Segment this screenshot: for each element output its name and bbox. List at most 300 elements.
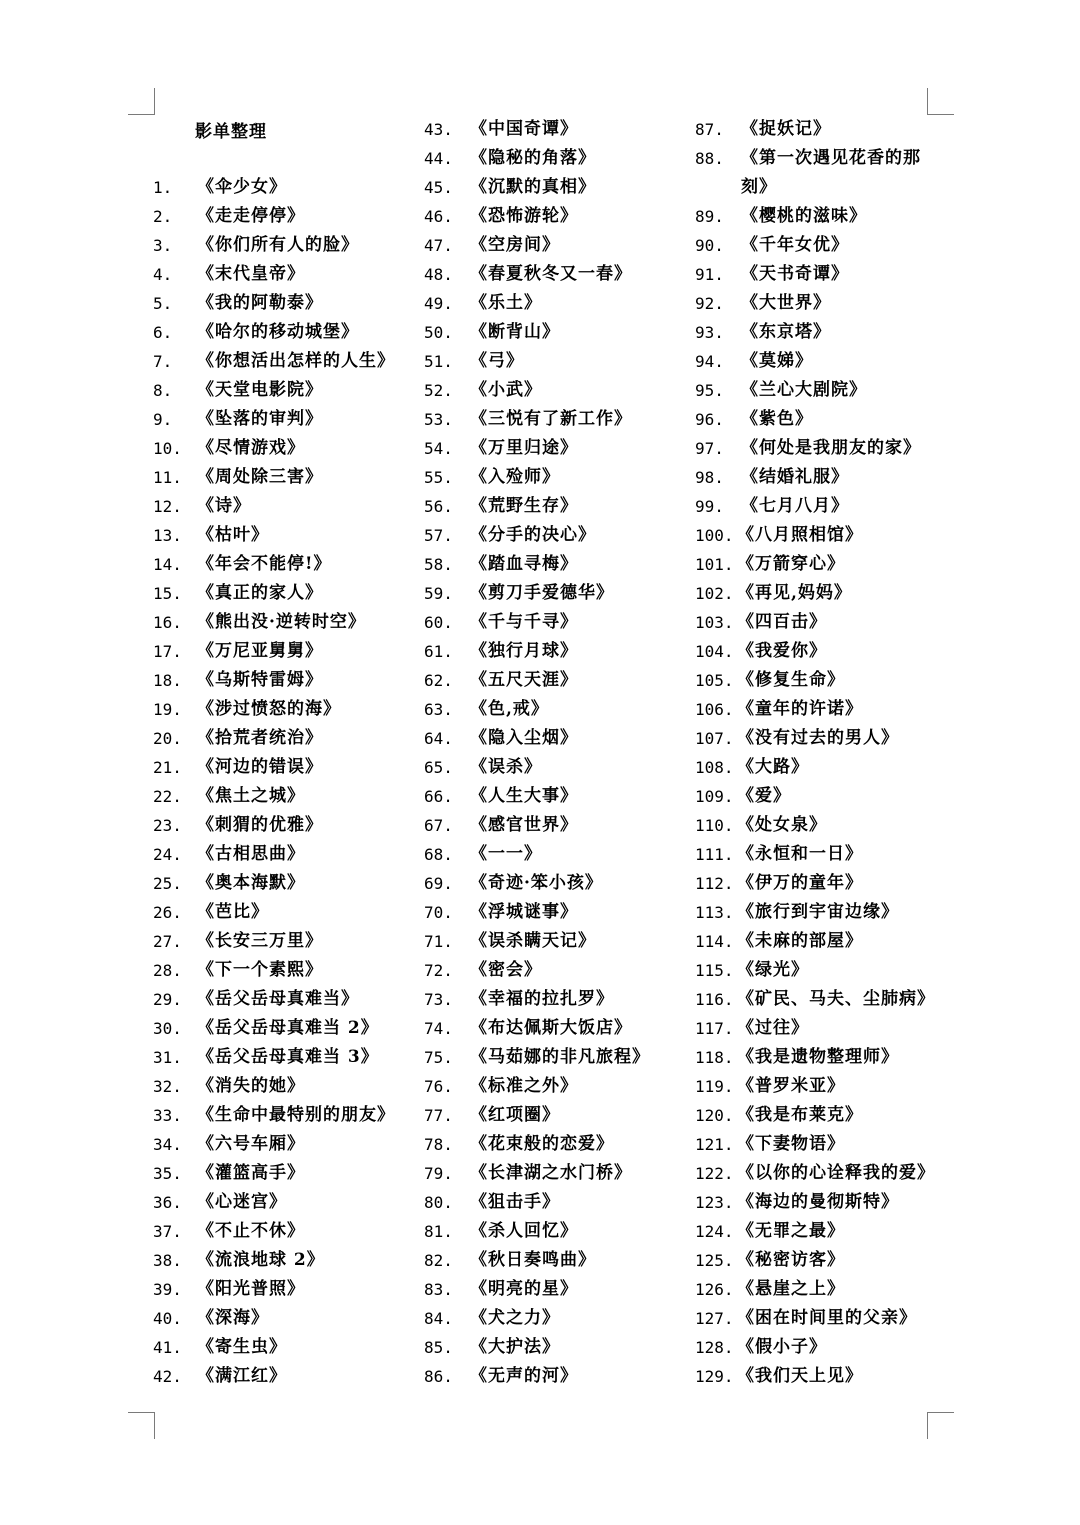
list-item-number: 121. bbox=[695, 1135, 734, 1154]
list-item bbox=[424, 579, 650, 608]
list-item bbox=[153, 434, 395, 463]
list-item bbox=[695, 434, 935, 463]
list-item-number: 113. bbox=[695, 903, 734, 922]
list-item bbox=[153, 1101, 395, 1130]
list-item bbox=[695, 724, 935, 753]
list-item bbox=[153, 521, 395, 550]
list-item-number: 120. bbox=[695, 1106, 734, 1125]
list-item bbox=[424, 260, 650, 289]
list-item bbox=[424, 695, 650, 724]
list-item-title: 《爱》 bbox=[737, 786, 791, 806]
list-item bbox=[153, 347, 395, 376]
list-item-number: 102. bbox=[695, 584, 734, 603]
list-item-number: 51. bbox=[424, 352, 453, 371]
list-item-title: 《年会不能停!》 bbox=[197, 554, 332, 574]
list-item-title: 《下妻物语》 bbox=[737, 1134, 845, 1154]
list-item-number: 24. bbox=[153, 845, 182, 864]
list-item-title: 《六号车厢》 bbox=[197, 1134, 305, 1154]
list-item-number: 77. bbox=[424, 1106, 453, 1125]
list-item-number: 28. bbox=[153, 961, 182, 980]
list-item-number: 101. bbox=[695, 555, 734, 574]
list-item-title: 《再见,妈妈》 bbox=[737, 583, 852, 603]
list-item bbox=[424, 1101, 650, 1130]
list-item-title: 《剪刀手爱德华》 bbox=[470, 583, 614, 603]
list-item-title: 《以你的心诠释我的爱》 bbox=[737, 1163, 935, 1183]
list-item bbox=[153, 1246, 395, 1275]
list-item bbox=[153, 1014, 395, 1043]
list-item-title: 《长津湖之水门桥》 bbox=[470, 1163, 632, 1183]
list-item-number: 80. bbox=[424, 1193, 453, 1212]
list-item-title: 《普罗米亚》 bbox=[737, 1076, 845, 1096]
list-item bbox=[424, 1014, 650, 1043]
list-item-title: 《真正的家人》 bbox=[197, 583, 323, 603]
list-item-number: 17. bbox=[153, 642, 182, 661]
list-item-title: 《流浪地球 2》 bbox=[197, 1250, 325, 1270]
list-item bbox=[695, 318, 935, 347]
list-item-number: 54. bbox=[424, 439, 453, 458]
list-item-number: 114. bbox=[695, 932, 734, 951]
list-item bbox=[153, 637, 395, 666]
list-item-number: 110. bbox=[695, 816, 734, 835]
list-item-title: 《生命中最特别的朋友》 bbox=[197, 1105, 395, 1125]
crop-mark-top-left bbox=[128, 88, 155, 115]
list-item-number: 97. bbox=[695, 439, 724, 458]
list-item bbox=[695, 666, 935, 695]
list-item bbox=[695, 260, 935, 289]
list-item-number: 111. bbox=[695, 845, 734, 864]
list-item bbox=[424, 1333, 650, 1362]
list-item-title: 《东京塔》 bbox=[741, 322, 831, 342]
list-item-number: 14. bbox=[153, 555, 182, 574]
list-item bbox=[153, 956, 395, 985]
list-item bbox=[424, 724, 650, 753]
list-item-number: 109. bbox=[695, 787, 734, 806]
list-item-title: 《感官世界》 bbox=[470, 815, 578, 835]
list-item bbox=[695, 608, 935, 637]
list-item-number: 76. bbox=[424, 1077, 453, 1096]
list-item bbox=[424, 753, 650, 782]
list-item-number: 55. bbox=[424, 468, 453, 487]
list-item-title: 《幸福的拉扎罗》 bbox=[470, 989, 614, 1009]
list-item-title: 《矿民、马夫、尘肺病》 bbox=[737, 989, 935, 1009]
list-item-number: 12. bbox=[153, 497, 182, 516]
list-item bbox=[424, 637, 650, 666]
list-item-title: 《我爱你》 bbox=[737, 641, 827, 661]
list-item-number: 93. bbox=[695, 323, 724, 342]
list-item bbox=[153, 869, 395, 898]
list-item-title: 《何处是我朋友的家》 bbox=[741, 438, 921, 458]
list-item bbox=[695, 550, 935, 579]
list-item bbox=[153, 318, 395, 347]
list-item-number: 106. bbox=[695, 700, 734, 719]
list-item-number: 8. bbox=[153, 381, 173, 400]
list-item bbox=[424, 1130, 650, 1159]
list-item bbox=[153, 173, 395, 202]
crop-mark-bottom-left bbox=[128, 1412, 155, 1439]
list-item bbox=[153, 405, 395, 434]
list-item bbox=[424, 289, 650, 318]
list-item-title: 《我是布莱克》 bbox=[737, 1105, 863, 1125]
list-item-number: 124. bbox=[695, 1222, 734, 1241]
list-item-title: 《伞少女》 bbox=[197, 177, 287, 197]
list-item-title: 《灌篮高手》 bbox=[197, 1163, 305, 1183]
list-item bbox=[695, 898, 935, 927]
list-item-number: 78. bbox=[424, 1135, 453, 1154]
list-item-number: 39. bbox=[153, 1280, 182, 1299]
list-item bbox=[695, 840, 935, 869]
list-item-title: 《色,戒》 bbox=[470, 699, 549, 719]
list-item-number: 49. bbox=[424, 294, 453, 313]
list-item bbox=[695, 782, 935, 811]
list-item-title: 《天书奇谭》 bbox=[741, 264, 849, 284]
list-item-title: 《心迷宫》 bbox=[197, 1192, 287, 1212]
list-item-title: 《焦土之城》 bbox=[197, 786, 305, 806]
list-item-title: 《四百击》 bbox=[737, 612, 827, 632]
list-item bbox=[424, 347, 650, 376]
list-item-number: 64. bbox=[424, 729, 453, 748]
list-item bbox=[153, 724, 395, 753]
list-item bbox=[695, 753, 935, 782]
list-item bbox=[153, 260, 395, 289]
list-item-title: 《满江红》 bbox=[197, 1366, 287, 1386]
list-item-title: 《不止不休》 bbox=[197, 1221, 305, 1241]
list-item-number: 117. bbox=[695, 1019, 734, 1038]
list-item-number: 42. bbox=[153, 1367, 182, 1386]
list-item-title: 《无罪之最》 bbox=[737, 1221, 845, 1241]
list-item-number: 60. bbox=[424, 613, 453, 632]
list-item-title: 《岳父岳母真难当》 bbox=[197, 989, 359, 1009]
list-item-number: 71. bbox=[424, 932, 453, 951]
list-item-title: 《断背山》 bbox=[470, 322, 560, 342]
list-item-number: 61. bbox=[424, 642, 453, 661]
list-item-title: 《五尺天涯》 bbox=[470, 670, 578, 690]
list-item-number: 19. bbox=[153, 700, 182, 719]
list-item-title: 《你们所有人的脸》 bbox=[197, 235, 359, 255]
list-item-number: 10. bbox=[153, 439, 182, 458]
list-item bbox=[424, 231, 650, 260]
list-item-number: 115. bbox=[695, 961, 734, 980]
list-item-title: 《绿光》 bbox=[737, 960, 809, 980]
list-item bbox=[695, 1072, 935, 1101]
list-item bbox=[424, 1043, 650, 1072]
list-item-number: 126. bbox=[695, 1280, 734, 1299]
list-item-title: 《捉妖记》 bbox=[741, 119, 831, 139]
list-item-number: 108. bbox=[695, 758, 734, 777]
list-item bbox=[153, 1362, 395, 1391]
list-item-title: 《刺猬的优雅》 bbox=[197, 815, 323, 835]
list-item-number: 63. bbox=[424, 700, 453, 719]
list-item-title: 《拾荒者统治》 bbox=[197, 728, 323, 748]
list-item-number: 34. bbox=[153, 1135, 182, 1154]
list-item-title: 《秋日奏鸣曲》 bbox=[470, 1250, 596, 1270]
list-item-number: 65. bbox=[424, 758, 453, 777]
list-item bbox=[695, 1014, 935, 1043]
list-item-number: 23. bbox=[153, 816, 182, 835]
list-item-title: 《浮城谜事》 bbox=[470, 902, 578, 922]
list-item-title: 《没有过去的男人》 bbox=[737, 728, 899, 748]
list-item bbox=[153, 492, 395, 521]
list-item-title: 《三悦有了新工作》 bbox=[470, 409, 632, 429]
list-item bbox=[153, 231, 395, 260]
list-item bbox=[695, 1333, 935, 1362]
list-item-number: 44. bbox=[424, 149, 453, 168]
list-item bbox=[153, 782, 395, 811]
list-item-number: 40. bbox=[153, 1309, 182, 1328]
list-item-title: 《小武》 bbox=[470, 380, 542, 400]
list-item bbox=[153, 695, 395, 724]
list-item-title: 《奇迹·笨小孩》 bbox=[470, 873, 603, 893]
list-item-number: 56. bbox=[424, 497, 453, 516]
list-item bbox=[695, 985, 935, 1014]
list-item-title: 《未麻的部屋》 bbox=[737, 931, 863, 951]
list-item bbox=[424, 782, 650, 811]
list-item-number: 75. bbox=[424, 1048, 453, 1067]
list-item-title: 《童年的许诺》 bbox=[737, 699, 863, 719]
list-item-number: 1. bbox=[153, 178, 173, 197]
list-item-title: 《河边的错误》 bbox=[197, 757, 323, 777]
list-item bbox=[153, 666, 395, 695]
list-item-title: 《入殓师》 bbox=[470, 467, 560, 487]
list-item-number: 27. bbox=[153, 932, 182, 951]
list-item-number: 107. bbox=[695, 729, 734, 748]
list-item-title: 《大世界》 bbox=[741, 293, 831, 313]
list-item bbox=[153, 202, 395, 231]
list-item bbox=[695, 376, 935, 405]
list-item bbox=[695, 289, 935, 318]
list-item-title: 《下一个素熙》 bbox=[197, 960, 323, 980]
list-item-number: 35. bbox=[153, 1164, 182, 1183]
list-item-number: 96. bbox=[695, 410, 724, 429]
list-item-title: 《千与千寻》 bbox=[470, 612, 578, 632]
list-item-title: 《你想活出怎样的人生》 bbox=[197, 351, 395, 371]
list-item-title: 《第一次遇见花香的那刻》 bbox=[741, 148, 921, 197]
list-item-number: 9. bbox=[153, 410, 173, 429]
list-item-number: 5. bbox=[153, 294, 173, 313]
list-item-number: 59. bbox=[424, 584, 453, 603]
list-item bbox=[695, 405, 935, 434]
list-item-number: 68. bbox=[424, 845, 453, 864]
list-item-title: 《结婚礼服》 bbox=[741, 467, 849, 487]
list-item-number: 33. bbox=[153, 1106, 182, 1125]
list-item bbox=[695, 521, 935, 550]
list-item-number: 100. bbox=[695, 526, 734, 545]
list-item bbox=[424, 521, 650, 550]
list-item bbox=[695, 579, 935, 608]
list-item-title: 《我是遗物整理师》 bbox=[737, 1047, 899, 1067]
list-item-title: 《万里归途》 bbox=[470, 438, 578, 458]
list-item bbox=[424, 1275, 650, 1304]
list-item-number: 18. bbox=[153, 671, 182, 690]
crop-mark-bottom-right bbox=[927, 1412, 954, 1439]
list-item bbox=[153, 1188, 395, 1217]
list-item-number: 48. bbox=[424, 265, 453, 284]
list-item-title: 《末代皇帝》 bbox=[197, 264, 305, 284]
list-item bbox=[424, 550, 650, 579]
list-item bbox=[695, 956, 935, 985]
list-item bbox=[695, 1101, 935, 1130]
list-item-title: 《花束般的恋爱》 bbox=[470, 1134, 614, 1154]
list-item bbox=[695, 492, 935, 521]
list-item-title: 《标准之外》 bbox=[470, 1076, 578, 1096]
list-item bbox=[153, 1072, 395, 1101]
list-item bbox=[153, 608, 395, 637]
list-item-number: 38. bbox=[153, 1251, 182, 1270]
list-item-title: 《误杀》 bbox=[470, 757, 542, 777]
page-title: 影单整理 bbox=[195, 122, 267, 142]
list-item-number: 57. bbox=[424, 526, 453, 545]
list-item bbox=[695, 1130, 935, 1159]
list-item-title: 《独行月球》 bbox=[470, 641, 578, 661]
list-item-number: 50. bbox=[424, 323, 453, 342]
list-item bbox=[153, 1304, 395, 1333]
list-item-title: 《诗》 bbox=[197, 496, 251, 516]
list-item-title: 《假小子》 bbox=[737, 1337, 827, 1357]
list-item-number: 79. bbox=[424, 1164, 453, 1183]
list-item-number: 41. bbox=[153, 1338, 182, 1357]
list-item-number: 21. bbox=[153, 758, 182, 777]
list-item bbox=[153, 985, 395, 1014]
list-item-number: 43. bbox=[424, 120, 453, 139]
list-item bbox=[695, 1188, 935, 1217]
list-item-title: 《伊万的童年》 bbox=[737, 873, 863, 893]
list-item-number: 86. bbox=[424, 1367, 453, 1386]
list-item bbox=[424, 985, 650, 1014]
list-item-number: 6. bbox=[153, 323, 173, 342]
list-item-number: 37. bbox=[153, 1222, 182, 1241]
list-item bbox=[424, 1217, 650, 1246]
list-item-title: 《阳光普照》 bbox=[197, 1279, 305, 1299]
list-item bbox=[424, 666, 650, 695]
list-item bbox=[153, 550, 395, 579]
list-item bbox=[424, 1304, 650, 1333]
list-item-number: 4. bbox=[153, 265, 173, 284]
list-item-title: 《万尼亚舅舅》 bbox=[197, 641, 323, 661]
list-item-title: 《中国奇谭》 bbox=[470, 119, 578, 139]
list-item bbox=[424, 869, 650, 898]
list-item-number: 104. bbox=[695, 642, 734, 661]
list-item-number: 84. bbox=[424, 1309, 453, 1328]
list-item-number: 87. bbox=[695, 120, 724, 139]
list-item-number: 89. bbox=[695, 207, 724, 226]
list-item-title: 《犬之力》 bbox=[470, 1308, 560, 1328]
list-item-title: 《乌斯特雷姆》 bbox=[197, 670, 323, 690]
list-item-title: 《隐秘的角落》 bbox=[470, 148, 596, 168]
movie-list-column-3 bbox=[695, 115, 935, 1391]
list-item bbox=[695, 811, 935, 840]
list-item-title: 《七月八月》 bbox=[741, 496, 849, 516]
list-item-number: 118. bbox=[695, 1048, 734, 1067]
list-item bbox=[695, 1275, 935, 1304]
list-item bbox=[695, 115, 935, 144]
list-item-number: 16. bbox=[153, 613, 182, 632]
list-item-number: 53. bbox=[424, 410, 453, 429]
list-item-number: 11. bbox=[153, 468, 182, 487]
list-item bbox=[424, 1159, 650, 1188]
list-item-title: 《尽情游戏》 bbox=[197, 438, 305, 458]
list-item-title: 《我的阿勒泰》 bbox=[197, 293, 323, 313]
list-item-number: 129. bbox=[695, 1367, 734, 1386]
list-item bbox=[695, 927, 935, 956]
list-item-number: 112. bbox=[695, 874, 734, 893]
list-item-number: 85. bbox=[424, 1338, 453, 1357]
list-item-number: 26. bbox=[153, 903, 182, 922]
list-item-number: 127. bbox=[695, 1309, 734, 1328]
list-item-title: 《深海》 bbox=[197, 1308, 269, 1328]
list-item-number: 70. bbox=[424, 903, 453, 922]
list-item-title: 《八月照相馆》 bbox=[737, 525, 863, 545]
list-item-title: 《荒野生存》 bbox=[470, 496, 578, 516]
list-item bbox=[424, 608, 650, 637]
list-item-title: 《马茹娜的非凡旅程》 bbox=[470, 1047, 650, 1067]
list-item-number: 105. bbox=[695, 671, 734, 690]
list-item-number: 67. bbox=[424, 816, 453, 835]
list-item bbox=[695, 695, 935, 724]
list-item-number: 47. bbox=[424, 236, 453, 255]
list-item-number: 125. bbox=[695, 1251, 734, 1270]
list-item-title: 《千年女优》 bbox=[741, 235, 849, 255]
list-item-title: 《修复生命》 bbox=[737, 670, 845, 690]
list-item-title: 《坠落的审判》 bbox=[197, 409, 323, 429]
list-item bbox=[695, 637, 935, 666]
list-item-number: 69. bbox=[424, 874, 453, 893]
list-item-title: 《空房间》 bbox=[470, 235, 560, 255]
list-item-number: 46. bbox=[424, 207, 453, 226]
list-item-number: 7. bbox=[153, 352, 173, 371]
list-item-title: 《枯叶》 bbox=[197, 525, 269, 545]
list-item-number: 90. bbox=[695, 236, 724, 255]
list-item bbox=[424, 1246, 650, 1275]
list-item-title: 《莫娣》 bbox=[741, 351, 813, 371]
list-item bbox=[424, 463, 650, 492]
list-item bbox=[153, 753, 395, 782]
list-item-number: 2. bbox=[153, 207, 173, 226]
list-item bbox=[695, 1362, 935, 1391]
list-item bbox=[424, 956, 650, 985]
list-item-title: 《秘密访客》 bbox=[737, 1250, 845, 1270]
list-item-title: 《沉默的真相》 bbox=[470, 177, 596, 197]
list-item bbox=[424, 840, 650, 869]
list-item-title: 《人生大事》 bbox=[470, 786, 578, 806]
list-item-title: 《哈尔的移动城堡》 bbox=[197, 322, 359, 342]
list-item-title: 《熊出没·逆转时空》 bbox=[197, 612, 366, 632]
list-item-title: 《分手的决心》 bbox=[470, 525, 596, 545]
list-item-title: 《我们天上见》 bbox=[737, 1366, 863, 1386]
list-item bbox=[695, 144, 935, 202]
list-item bbox=[424, 434, 650, 463]
list-item-number: 31. bbox=[153, 1048, 182, 1067]
movie-list-column-1 bbox=[153, 173, 395, 1391]
list-item-title: 《明亮的星》 bbox=[470, 1279, 578, 1299]
list-item bbox=[153, 376, 395, 405]
list-item bbox=[153, 1217, 395, 1246]
list-item-title: 《红项圈》 bbox=[470, 1105, 560, 1125]
list-item-number: 20. bbox=[153, 729, 182, 748]
list-item-number: 82. bbox=[424, 1251, 453, 1270]
crop-mark-top-right bbox=[927, 88, 954, 115]
list-item-number: 83. bbox=[424, 1280, 453, 1299]
list-item-title: 《长安三万里》 bbox=[197, 931, 323, 951]
list-item bbox=[153, 1159, 395, 1188]
list-item bbox=[424, 115, 650, 144]
list-item-number: 3. bbox=[153, 236, 173, 255]
list-item-number: 72. bbox=[424, 961, 453, 980]
list-item-number: 92. bbox=[695, 294, 724, 313]
list-item-title: 《海边的曼彻斯特》 bbox=[737, 1192, 899, 1212]
list-item-number: 123. bbox=[695, 1193, 734, 1212]
list-item-title: 《狙击手》 bbox=[470, 1192, 560, 1212]
list-item-number: 25. bbox=[153, 874, 182, 893]
list-item-title: 《周处除三害》 bbox=[197, 467, 323, 487]
